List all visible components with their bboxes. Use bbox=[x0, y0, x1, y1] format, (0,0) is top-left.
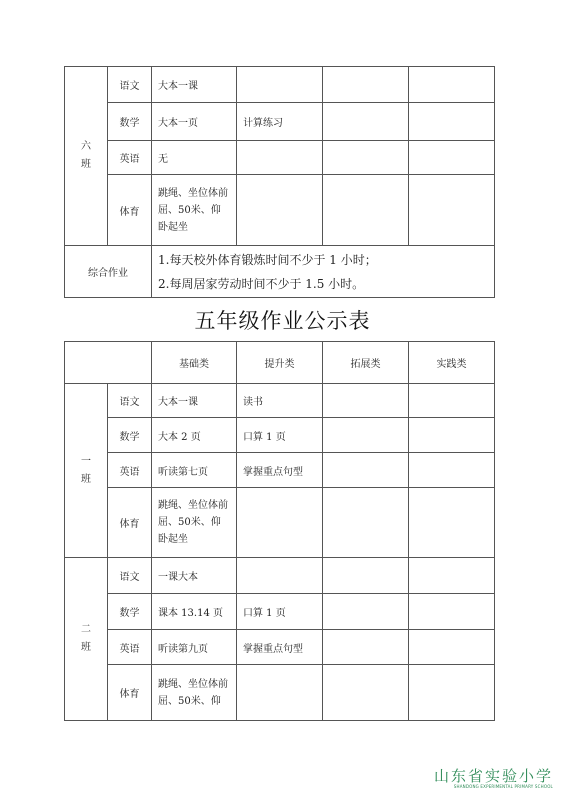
page-title: 五年级作业公示表 bbox=[194, 309, 371, 333]
basic-cell: 跳绳、坐位体前屈、50米、仰卧起坐 bbox=[152, 488, 237, 558]
table-row bbox=[65, 67, 495, 103]
header-row bbox=[65, 342, 495, 384]
practice-cell bbox=[409, 141, 495, 175]
practice-cell bbox=[409, 558, 495, 594]
table-row bbox=[65, 175, 495, 246]
improve-cell: 口算 1 页 bbox=[237, 594, 323, 630]
practice-cell bbox=[409, 488, 495, 558]
basic-cell: 跳绳、坐位体前屈、50米、仰 bbox=[152, 665, 237, 721]
table-row bbox=[65, 558, 495, 594]
table-row bbox=[65, 488, 495, 558]
basic-cell: 听读第九页 bbox=[152, 630, 237, 665]
improve-cell: 口算 1 页 bbox=[237, 418, 323, 453]
subject-cell: 体育 bbox=[108, 175, 152, 246]
class-label: 二 班 bbox=[65, 558, 108, 721]
subject-cell: 语文 bbox=[108, 384, 152, 418]
basic-cell: 大本一课 bbox=[152, 384, 237, 418]
school-logo-english: SHANDONG EXPERIMENTAL PRIMARY SCHOOL bbox=[453, 784, 553, 789]
extend-cell bbox=[323, 384, 409, 418]
improve-cell: 读书 bbox=[237, 384, 323, 418]
practice-cell bbox=[409, 453, 495, 488]
extend-cell bbox=[323, 141, 409, 175]
subject-cell: 英语 bbox=[108, 453, 152, 488]
basic-cell: 一课大本 bbox=[152, 558, 237, 594]
extend-cell bbox=[323, 67, 409, 103]
basic-cell: 听读第七页 bbox=[152, 453, 237, 488]
extend-cell bbox=[323, 665, 409, 721]
subject-cell: 语文 bbox=[108, 67, 152, 103]
practice-cell bbox=[409, 418, 495, 453]
summary-text bbox=[152, 246, 495, 298]
summary-label: 综合作业 bbox=[65, 246, 152, 298]
extend-cell bbox=[323, 488, 409, 558]
summary-row bbox=[65, 246, 495, 298]
practice-cell bbox=[409, 665, 495, 721]
basic-cell: 跳绳、坐位体前屈、50米、仰卧起坐 bbox=[152, 175, 237, 246]
table-row bbox=[65, 630, 495, 665]
improve-cell: 计算练习 bbox=[237, 103, 323, 141]
subject-cell: 数学 bbox=[108, 594, 152, 630]
school-logo-name: 山东省实验小学 bbox=[433, 767, 553, 785]
subject-cell: 数学 bbox=[108, 103, 152, 141]
improve-cell bbox=[237, 665, 323, 721]
header-cell-improve: 提升类 bbox=[237, 342, 323, 384]
class-label: 六 班 bbox=[65, 67, 108, 246]
summary-line: 1.每天校外体育锻炼时间不少于 1 小时； bbox=[158, 252, 377, 267]
extend-cell bbox=[323, 418, 409, 453]
table-row bbox=[65, 453, 495, 488]
table-row bbox=[65, 384, 495, 418]
table-row bbox=[65, 418, 495, 453]
summary-line: 2.每周居家劳动时间不少于 1.5 小时。 bbox=[158, 276, 365, 291]
practice-cell bbox=[409, 103, 495, 141]
improve-cell: 掌握重点句型 bbox=[237, 453, 323, 488]
subject-cell: 体育 bbox=[108, 488, 152, 558]
practice-cell bbox=[409, 67, 495, 103]
practice-cell bbox=[409, 630, 495, 665]
table-row bbox=[65, 665, 495, 721]
improve-cell: 掌握重点句型 bbox=[237, 630, 323, 665]
subject-cell: 英语 bbox=[108, 630, 152, 665]
header-cell-basic: 基础类 bbox=[152, 342, 237, 384]
improve-cell bbox=[237, 141, 323, 175]
extend-cell bbox=[323, 453, 409, 488]
extend-cell bbox=[323, 558, 409, 594]
improve-cell bbox=[237, 175, 323, 246]
table-row bbox=[65, 141, 495, 175]
homework-table bbox=[64, 341, 495, 721]
school-logo bbox=[434, 768, 553, 790]
extend-cell bbox=[323, 103, 409, 141]
table-row bbox=[65, 594, 495, 630]
subject-cell: 英语 bbox=[108, 141, 152, 175]
header-cell-practice: 实践类 bbox=[409, 342, 495, 384]
practice-cell bbox=[409, 384, 495, 418]
basic-cell: 大本 2 页 bbox=[152, 418, 237, 453]
extend-cell bbox=[323, 594, 409, 630]
table-row bbox=[65, 103, 495, 141]
improve-cell bbox=[237, 488, 323, 558]
improve-cell bbox=[237, 558, 323, 594]
homework-table-continued bbox=[64, 66, 495, 298]
basic-cell: 课本 13.14 页 bbox=[152, 594, 237, 630]
practice-cell bbox=[409, 594, 495, 630]
basic-cell: 大本一页 bbox=[152, 103, 237, 141]
subject-cell: 语文 bbox=[108, 558, 152, 594]
header-cell-extend: 拓展类 bbox=[323, 342, 409, 384]
extend-cell bbox=[323, 175, 409, 246]
improve-cell bbox=[237, 67, 323, 103]
basic-cell: 无 bbox=[152, 141, 237, 175]
practice-cell bbox=[409, 175, 495, 246]
header-cell-blank bbox=[65, 342, 152, 384]
class-label: 一 班 bbox=[65, 384, 108, 558]
basic-cell: 大本一课 bbox=[152, 67, 237, 103]
subject-cell: 数学 bbox=[108, 418, 152, 453]
extend-cell bbox=[323, 630, 409, 665]
subject-cell: 体育 bbox=[108, 665, 152, 721]
